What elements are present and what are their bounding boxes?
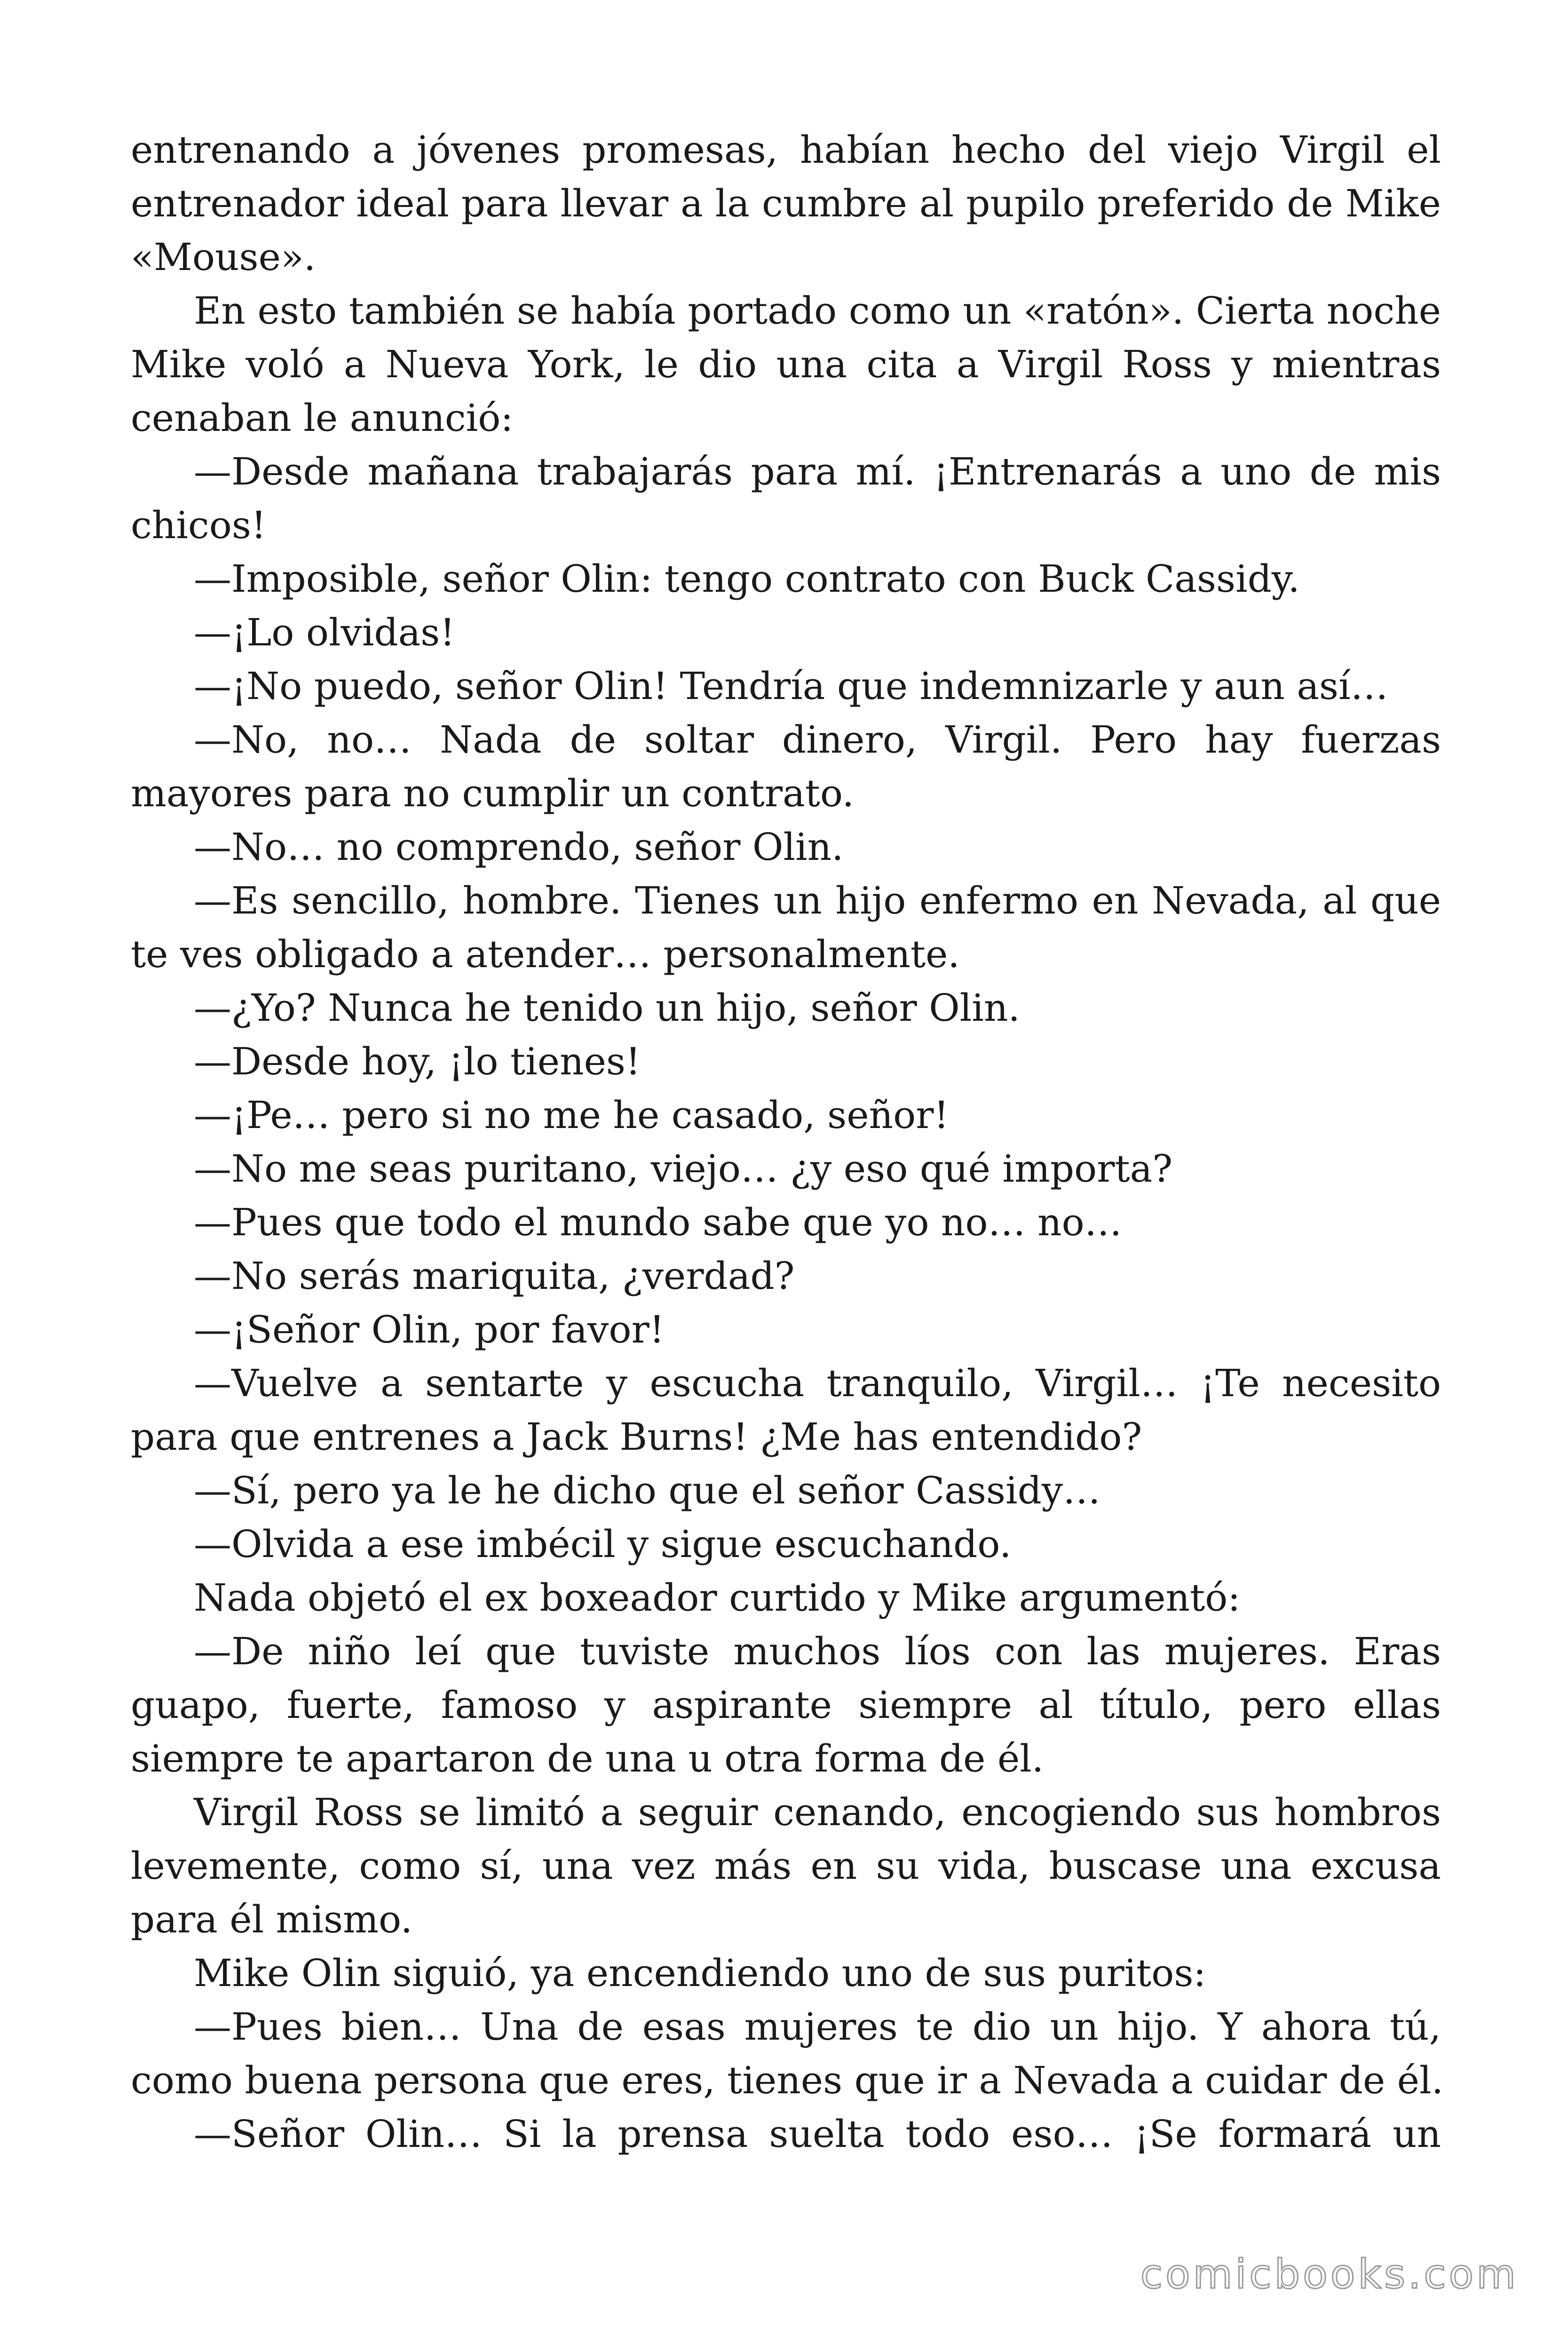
text-line: Virgil Ross se limitó a seguir cenando, encogiendo sus hombros <box>194 1790 1441 1834</box>
text-line: —¡Pe… pero si no me he casado, señor! <box>194 1093 949 1137</box>
text-line: para que entrenes a Jack Burns! ¿Me has entendido? <box>131 1415 1142 1459</box>
text-line: entrenando a jóvenes promesas, habían hecho del viejo Virgil el <box>131 128 1441 172</box>
text-line: —De niño leí que tuviste muchos líos con las mujeres. Eras <box>194 1629 1441 1673</box>
text-line: —¿Yo? Nunca he tenido un hijo, señor Olin. <box>194 986 1020 1030</box>
text-line: «Mouse». <box>131 235 316 279</box>
text-line: Nada objetó el ex boxeador curtido y Mike argumentó: <box>194 1576 1241 1620</box>
text-line: —No me seas puritano, viejo… ¿y eso qué importa? <box>194 1147 1173 1191</box>
text-line: como buena persona que eres, tienes que ir a Nevada a cuidar de él. <box>131 2058 1444 2102</box>
text-line: —No… no comprendo, señor Olin. <box>194 825 844 869</box>
text-line: —Es sencillo, hombre. Tienes un hijo enfermo en Nevada, al que <box>194 879 1441 922</box>
text-line: levemente, como sí, una vez más en su vida, buscase una excusa <box>131 1844 1441 1888</box>
text-line: —Vuelve a sentarte y escucha tranquilo, Virgil… ¡Te necesito <box>194 1361 1441 1405</box>
text-line: —No serás mariquita, ¿verdad? <box>194 1254 795 1298</box>
text-line: —¡No puedo, señor Olin! Tendría que indemnizarle y aun así… <box>194 664 1388 708</box>
text-line: mayores para no cumplir un contrato. <box>131 771 855 815</box>
watermark-text: comicbooks.com <box>1140 2251 1519 2298</box>
text-line: chicos! <box>131 503 267 547</box>
text-line: —¡Señor Olin, por favor! <box>194 1308 665 1351</box>
text-line: para él mismo. <box>131 1898 413 1941</box>
text-line: —Olvida a ese imbécil y sigue escuchando. <box>194 1522 1012 1566</box>
text-line: guapo, fuerte, famoso y aspirante siempre al título, pero ellas <box>131 1683 1441 1727</box>
text-line: —Desde mañana trabajarás para mí. ¡Entrenarás a uno de mis <box>194 450 1441 493</box>
text-line: —Pues que todo el mundo sabe que yo no… no… <box>194 1200 1122 1244</box>
text-line: cenaban le anunció: <box>131 396 514 440</box>
text-line: te ves obligado a atender… personalmente. <box>131 932 960 976</box>
text-line: —Pues bien… Una de esas mujeres te dio un hijo. Y ahora tú, <box>194 2005 1441 2049</box>
text-line: siempre te apartaron de una u otra forma de él. <box>131 1737 1044 1780</box>
text-line: entrenador ideal para llevar a la cumbre al pupilo preferido de Mike <box>131 182 1441 225</box>
text-line: Mike voló a Nueva York, le dio una cita a Virgil Ross y mientras <box>131 342 1441 386</box>
text-line: En esto también se había portado como un «ratón». Cierta noche <box>194 289 1441 333</box>
text-line: —No, no… Nada de soltar dinero, Virgil. Pero hay fuerzas <box>194 718 1441 762</box>
text-line: —¡Lo olvidas! <box>194 611 455 654</box>
text-line: Mike Olin siguió, ya encendiendo uno de sus puritos: <box>194 1951 1206 1995</box>
text-line: —Desde hoy, ¡lo tienes! <box>194 1040 641 1083</box>
text-line: —Señor Olin… Si la prensa suelta todo eso… ¡Se formará un <box>194 2112 1441 2156</box>
text-line: —Imposible, señor Olin: tengo contrato con Buck Cassidy. <box>194 557 1300 601</box>
text-line: —Sí, pero ya le he dicho que el señor Cassidy… <box>194 1469 1101 1512</box>
